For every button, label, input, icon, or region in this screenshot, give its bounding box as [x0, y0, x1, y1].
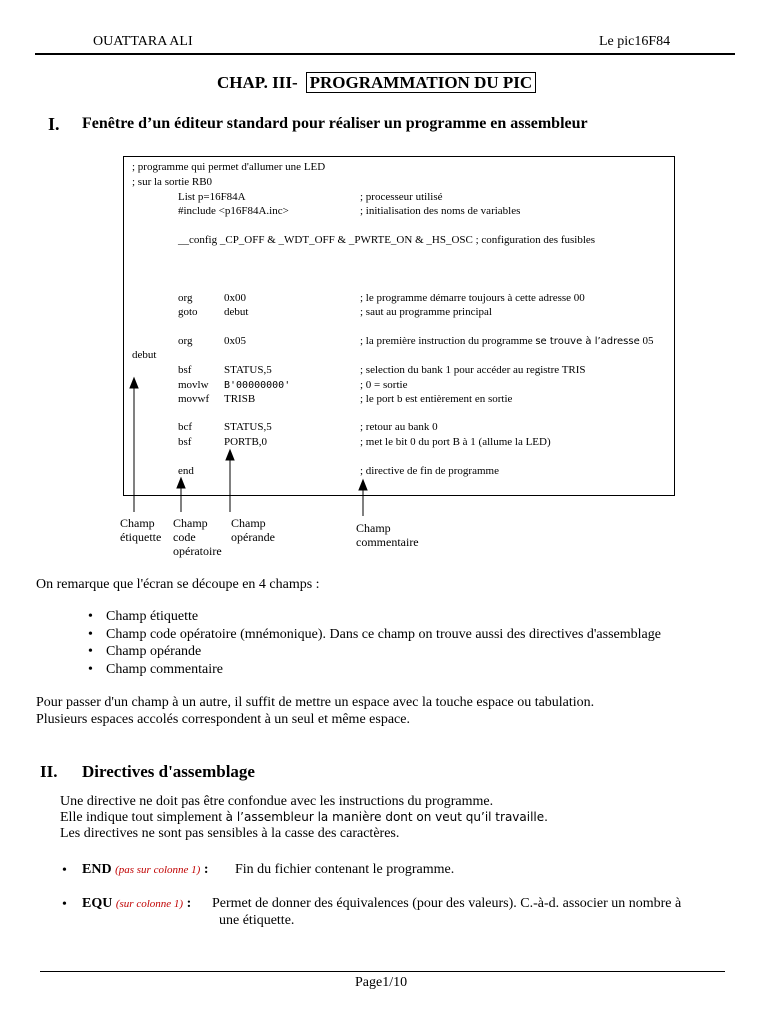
arrow-commentaire-head [359, 480, 367, 490]
section2-number: II. [40, 762, 58, 781]
code-org1-comment: ; le programme démarre toujours à cette adresse 00 [360, 292, 585, 304]
paragraph-fragment: Elle indique tout simplement [60, 810, 226, 825]
directive-end-text: Fin du fichier contenant le programme. [235, 862, 455, 877]
code-list: List p=16F84A [178, 191, 246, 203]
label-champ-code [173, 516, 222, 558]
label-line: code [173, 530, 196, 544]
arrow-operande-head [226, 450, 234, 460]
code-bcf-comment: ; retour au bank 0 [360, 421, 438, 433]
code-comment-2: ; sur la sortie RB0 [132, 176, 213, 188]
label-line: commentaire [356, 535, 419, 549]
label-line: opérande [231, 530, 275, 544]
code-end-comment: ; directive de fin de programme [360, 465, 499, 477]
paragraph-line: Une directive ne doit pas être confondue avec les instructions du programme. [60, 794, 494, 809]
directive-equ-text: Permet de donner des équivalences (pour des valeurs). C.-à-d. associer un nombre à [212, 896, 682, 911]
code-movwf-comment: ; le port b est entièrement en sortie [360, 393, 513, 405]
code-bsf1-comment: ; selection du bank 1 pour accéder au registre TRIS [360, 364, 586, 376]
code-comment-1: ; programme qui permet d'allumer une LED [132, 161, 326, 173]
label-line: Champ [120, 516, 155, 530]
label-line: Champ [231, 516, 266, 530]
label-champ-operande [231, 516, 275, 544]
label-line: étiquette [120, 530, 162, 544]
code-movwf: movwf [178, 393, 210, 405]
code-bsf1: bsf [178, 364, 192, 376]
footer-rule [40, 971, 725, 972]
code-include: #include <p16F84A.inc> [178, 205, 289, 217]
code-org2: org [178, 335, 193, 347]
paragraph-line: Plusieurs espaces accolés correspondent à un seul et même espace. [36, 712, 410, 727]
bullet-dot: • [62, 863, 67, 878]
section1-number: I. [48, 114, 60, 134]
paragraph-line: Les directives ne sont pas sensibles à la casse des caractères. [60, 826, 400, 841]
header-subject: Le pic16F84 [599, 34, 671, 49]
code-movwf-operand: TRISB [224, 393, 256, 405]
code-org2-comment-c: 05 [639, 335, 654, 347]
code-bsf2-comment: ; met le bit 0 du port B à 1 (allume la LED) [360, 436, 551, 448]
directive-name: EQU [82, 896, 113, 911]
arrow-code-head [177, 478, 185, 488]
directive-colon: : [203, 862, 209, 877]
label-champ-etiquette [120, 516, 161, 544]
code-include-comment: ; initialisation des noms de variables [360, 205, 521, 217]
code-label-debut: debut [132, 349, 157, 361]
directive-equ [82, 896, 191, 912]
code-bcf: bcf [178, 421, 193, 433]
code-org2-comment-b: se trouve à l’adresse [535, 336, 640, 347]
code-org1-operand: 0x00 [224, 292, 246, 304]
code-movlw-comment: ; 0 = sortie [360, 379, 408, 391]
label-champ-commentaire [356, 521, 419, 549]
paragraph-line: Pour passer d'un champ à un autre, il suffit de mettre un espace avec la touche espace ou tabulation. [36, 695, 595, 710]
bullet-dot: • [88, 662, 93, 677]
chapter-number: CHAP. III- [217, 73, 298, 92]
code-bcf-operand: STATUS,5 [224, 421, 272, 433]
paragraph-line [60, 810, 548, 826]
directive-end [82, 862, 208, 878]
bullet-dot: • [88, 609, 93, 624]
code-bsf1-operand: STATUS,5 [224, 364, 272, 376]
arrow-etiquette-head [130, 378, 138, 388]
code-org2-comment-a: ; la première instruction du programme [360, 335, 536, 347]
bullet-item: Champ code opératoire (mnémonique). Dans ce champ on trouve aussi des directives d'assemblage [106, 627, 661, 642]
chapter-boxed-title: PROGRAMMATION DU PIC [306, 72, 537, 93]
code-bsf2: bsf [178, 436, 192, 448]
footer-page-number: Page1/10 [355, 975, 408, 990]
directive-name: END [82, 862, 112, 877]
paragraph-fragment: à l’assembleur la manière dont on veut qu’il travaille. [225, 810, 548, 824]
code-end: end [178, 465, 194, 477]
directive-equ-text-2: une étiquette. [219, 913, 295, 928]
bullet-item: Champ commentaire [106, 662, 224, 677]
bullet-item: Champ étiquette [106, 609, 199, 624]
directive-note: (pas sur colonne 1) [115, 864, 201, 876]
code-goto: goto [178, 306, 198, 318]
bullet-dot: • [62, 897, 67, 912]
bullet-dot: • [88, 627, 93, 642]
bullet-dot: • [88, 644, 93, 659]
code-list-comment: ; processeur utilisé [360, 191, 443, 203]
remark-text: On remarque que l'écran se découpe en 4 champs : [36, 577, 320, 592]
code-movlw: movlw [178, 379, 209, 391]
label-line: opératoire [173, 544, 222, 558]
code-bsf2-operand: PORTB,0 [224, 436, 268, 448]
directive-note: (sur colonne 1) [115, 898, 184, 910]
directive-colon: : [186, 896, 192, 911]
section2-title: Directives d'assemblage [82, 762, 255, 781]
code-goto-comment: ; saut au programme principal [360, 306, 492, 318]
code-goto-operand: debut [224, 306, 249, 318]
section1-title: Fenêtre d’un éditeur standard pour réaliser un programme en assembleur [82, 115, 588, 132]
code-org1: org [178, 292, 193, 304]
code-org2-operand: 0x05 [224, 335, 246, 347]
label-line: Champ [356, 521, 391, 535]
code-movlw-operand: B'00000000' [224, 380, 291, 391]
header-author: OUATTARA ALI [93, 34, 193, 49]
bullet-item: Champ opérande [106, 644, 202, 659]
label-line: Champ [173, 516, 208, 530]
code-config: __config _CP_OFF & _WDT_OFF & _PWRTE_ON & _HS_OSC ; configuration des fusibles [178, 234, 596, 246]
